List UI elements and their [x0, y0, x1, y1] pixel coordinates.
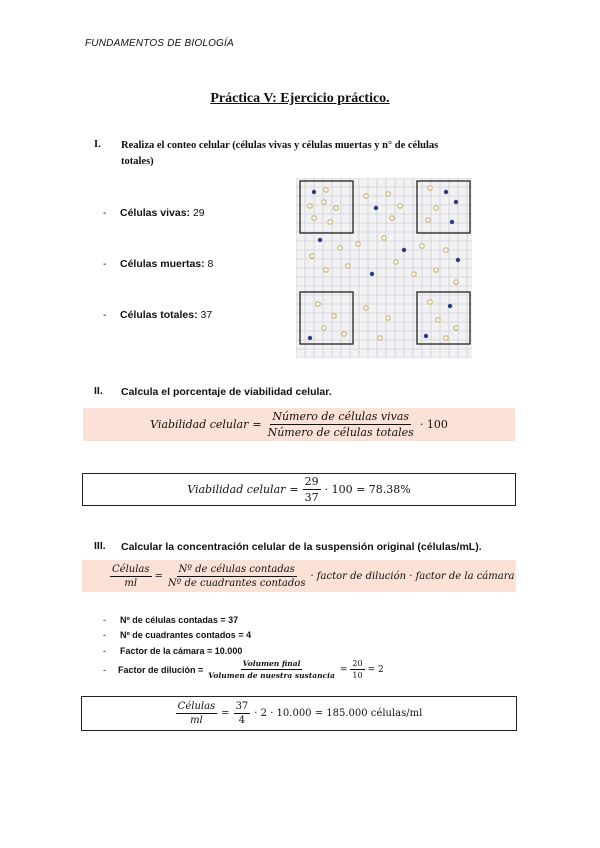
concentration-formula-lhs-numerator: Células — [112, 563, 150, 575]
viability-result-numerator: 29 — [304, 475, 319, 488]
section-1-number: I. — [94, 139, 101, 150]
live-cells-label: Células vivas: — [120, 207, 191, 219]
section-3-number: III. — [94, 540, 106, 552]
dilution-factor-label: Factor de dilución = — [118, 664, 204, 675]
viability-result: Viabilidad celular = $\frac{29}{37}$ · 100 = 78.38% — [82, 473, 516, 506]
concentration-data-list — [103, 615, 483, 685]
list-item-live-cells: - Células vivas: 29 — [103, 207, 205, 219]
list-item-counted-quadrants: - Nº de cuadrantes contados = 4 — [103, 630, 252, 640]
dilution-result: = 2 — [367, 664, 384, 675]
concentration-result-lhs-numerator: Células — [177, 701, 216, 712]
viability-result-lhs: Viabilidad celular — [187, 483, 286, 496]
concentration-result-tail: · 2 · 10.000 = 185.000 células/ml — [254, 708, 423, 719]
viability-formula: Viabilidad celular = $\frac{\text{Número de células vivas}}{\text{Número de células totales}}$ · 100 — [83, 408, 515, 441]
concentration-result-numerator: 37 — [235, 701, 249, 712]
dilution-denominator: Volumen de nuestra sustancia — [208, 671, 335, 680]
viability-formula-lhs: Viabilidad celular — [150, 418, 249, 431]
total-cells-label: Células totales: — [120, 309, 198, 321]
list-item-dead-cells: - Células muertas: 8 — [103, 258, 214, 270]
section-1-text — [121, 138, 501, 170]
viability-formula-denominator: Número de células totales — [267, 426, 414, 439]
live-cells-value: 29 — [192, 207, 205, 219]
section-2-number: II. — [94, 385, 103, 397]
list-item-counted-cells: - Nº de células contadas = 37 — [103, 615, 239, 625]
dilution-denominator-value: 10 — [352, 671, 363, 680]
concentration-formula-numerator: Nº de células contadas — [178, 563, 295, 575]
section-2-text: Calcula el porcentaje de viabilidad celular. — [121, 386, 332, 398]
viability-result-denominator: 37 — [304, 491, 319, 504]
concentration-formula-tail: · factor de dilución · factor de la cámara — [310, 570, 515, 582]
section-1-text-line2: totales) — [121, 156, 154, 167]
concentration-result-lhs-denominator: ml — [190, 715, 203, 726]
section-1-text-line1: Realiza el conteo celular (células vivas y células muertas y n° de células — [121, 140, 439, 151]
hemocytometer-grid-image — [296, 178, 472, 358]
viability-formula-numerator: Número de células vivas — [272, 410, 410, 423]
list-item-dilution-factor: - Factor de dilución = $\frac{\text{Volumen final}}{\text{Volumen de nuestra sustancia}}$ = $\frac{20}{10}$ = 2 — [103, 659, 384, 680]
dilution-numerator-value: 20 — [352, 659, 363, 668]
section-3-text: Calcular la concentración celular de la suspensión original (células/mL). — [121, 541, 482, 553]
viability-result-tail: · 100 = 78.38% — [324, 483, 411, 496]
list-item-total-cells: - Células totales: 37 — [103, 309, 213, 321]
dead-cells-label: Células muertas: — [120, 258, 205, 270]
dead-cells-value: 8 — [207, 258, 214, 270]
viability-formula-tail: · 100 — [419, 418, 448, 431]
concentration-formula-lhs-denominator: ml — [124, 577, 138, 589]
list-item-chamber-factor: - Factor de la cámara = 10.000 — [103, 646, 243, 656]
page-header: FUNDAMENTOS DE BIOLOGÍA — [85, 38, 234, 49]
total-cells-value: 37 — [200, 309, 213, 321]
page-title: Práctica V: Ejercicio práctico. — [210, 91, 390, 106]
concentration-formula-denominator: Nº de cuadrantes contados — [167, 577, 306, 589]
concentration-formula: $\frac{\text{Células}}{ml}$ = $\frac{\text{Nº de células contadas}}{\text{Nº de cuadrantes contados}}$ · factor de dilución · factor de la cámara — [82, 560, 516, 592]
concentration-result-denominator: 4 — [238, 715, 246, 726]
dilution-numerator: Volumen final — [242, 659, 301, 668]
concentration-result: $\frac{\text{Células}}{ml}$ = $\frac{37}{4}$ · 2 · 10.000 = 185.000 células/ml — [81, 696, 517, 731]
